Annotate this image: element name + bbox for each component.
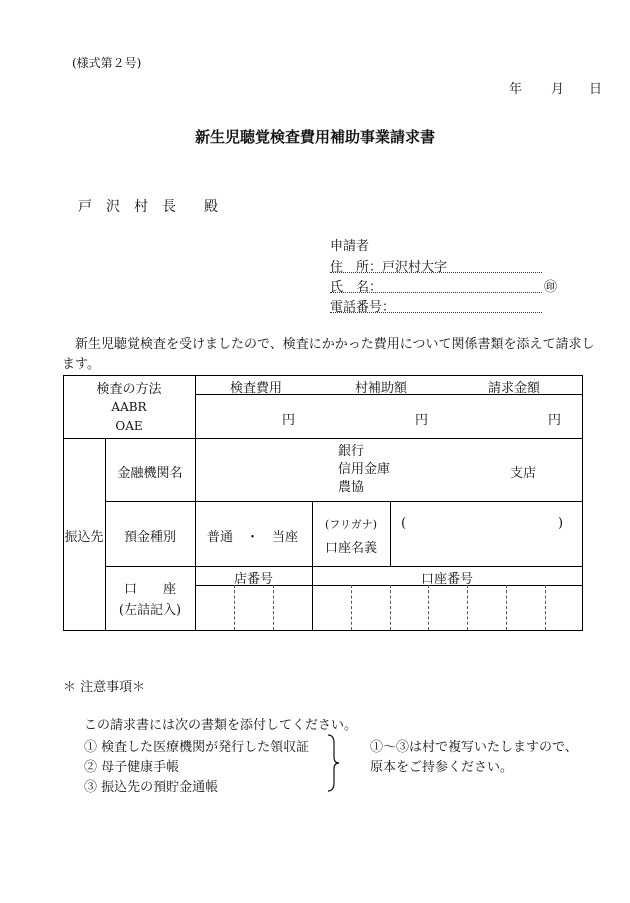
branch-number-header: 店番号: [233, 572, 273, 587]
table-border-top: [63, 375, 583, 376]
date-day-label: 日: [589, 82, 603, 97]
addressee: 戸 沢 村 長 殿: [78, 199, 218, 215]
applicant-label: 申請者: [330, 239, 370, 254]
note-remark-2: 原本をご持参ください。: [370, 760, 514, 775]
account-number-header: 口座番号: [420, 572, 473, 587]
phone-field: [330, 296, 542, 313]
cost-header: 検査費用: [230, 381, 283, 396]
claim-header: 請求金額: [488, 381, 541, 396]
cost-yen: 円: [282, 413, 296, 428]
method-oae: OAE: [115, 419, 143, 433]
digit-divider: [234, 585, 235, 630]
request-statement: 新生児聴覚検査を受けましたので、検査にかかった費用について関係書類を添えて請求します。: [62, 337, 595, 372]
method-aabr: AABR: [111, 400, 147, 414]
table-border-right: [582, 375, 583, 630]
bank-type-credit: 信用金庫: [338, 462, 391, 477]
note-remark-1: ①～③は村で複写いたしますので、: [370, 740, 578, 755]
seal-mark: ㊞: [544, 280, 558, 295]
phone-label: 電話番号：: [330, 300, 396, 315]
deposit-label: 預金種別: [123, 530, 176, 545]
furigana-label: (フリガナ): [325, 518, 378, 531]
date-month-label: 月: [551, 82, 565, 97]
digit-divider: [390, 585, 391, 630]
digit-divider: [506, 585, 507, 630]
note-item-1: ① 検査した医療機関が発行した領収証: [84, 740, 310, 755]
digit-divider: [545, 585, 546, 630]
paren-open: (: [401, 516, 407, 531]
bank-type-agri: 農協: [338, 480, 365, 495]
address-label: 住 所：戸沢村大字: [330, 260, 448, 275]
bank-type-list: [338, 443, 390, 497]
table-line: [390, 501, 391, 566]
claim-yen: 円: [548, 413, 562, 428]
name-field: [330, 276, 542, 293]
branch-label: 支店: [510, 466, 537, 481]
table-line: [195, 375, 196, 630]
bank-type-bank: 銀行: [338, 444, 365, 459]
account-note: (左詰記入): [118, 603, 182, 618]
bank-label: 金融機関名: [117, 466, 183, 481]
transfer-label: 振込先: [64, 530, 104, 545]
address-field: [330, 256, 542, 273]
account-label: 口 座: [123, 582, 176, 597]
table-line: [105, 501, 583, 502]
method-header: 検査の方法: [96, 382, 162, 397]
subsidy-header: 村補助額: [355, 381, 408, 396]
notes-heading: ＊ 注意事項＊: [63, 680, 146, 695]
digit-divider: [467, 585, 468, 630]
table-line: [63, 438, 583, 439]
note-item-3: ③ 振込先の預貯金通帳: [84, 780, 219, 795]
digit-divider: [273, 585, 274, 630]
form-number: (様式第２号): [72, 56, 142, 70]
right-brace-icon: [325, 733, 341, 793]
date-year-label: 年: [509, 82, 523, 97]
deposit-options: 普通 ・ 当座: [207, 530, 299, 545]
table-line: [312, 501, 313, 566]
note-item-2: ② 母子健康手帳: [84, 760, 180, 775]
subsidy-yen: 円: [415, 413, 429, 428]
digit-divider: [428, 585, 429, 630]
digit-divider: [351, 585, 352, 630]
table-line: [105, 566, 583, 567]
account-name-label: 口座名義: [325, 541, 378, 556]
page-title: 新生児聴覚検査費用補助事業請求書: [194, 128, 435, 146]
notes-intro: この請求書には次の書類を添付してください。: [84, 718, 358, 733]
table-border-bottom: [63, 630, 583, 631]
name-label: 氏 名：: [330, 280, 383, 295]
paren-close: ): [558, 516, 564, 531]
